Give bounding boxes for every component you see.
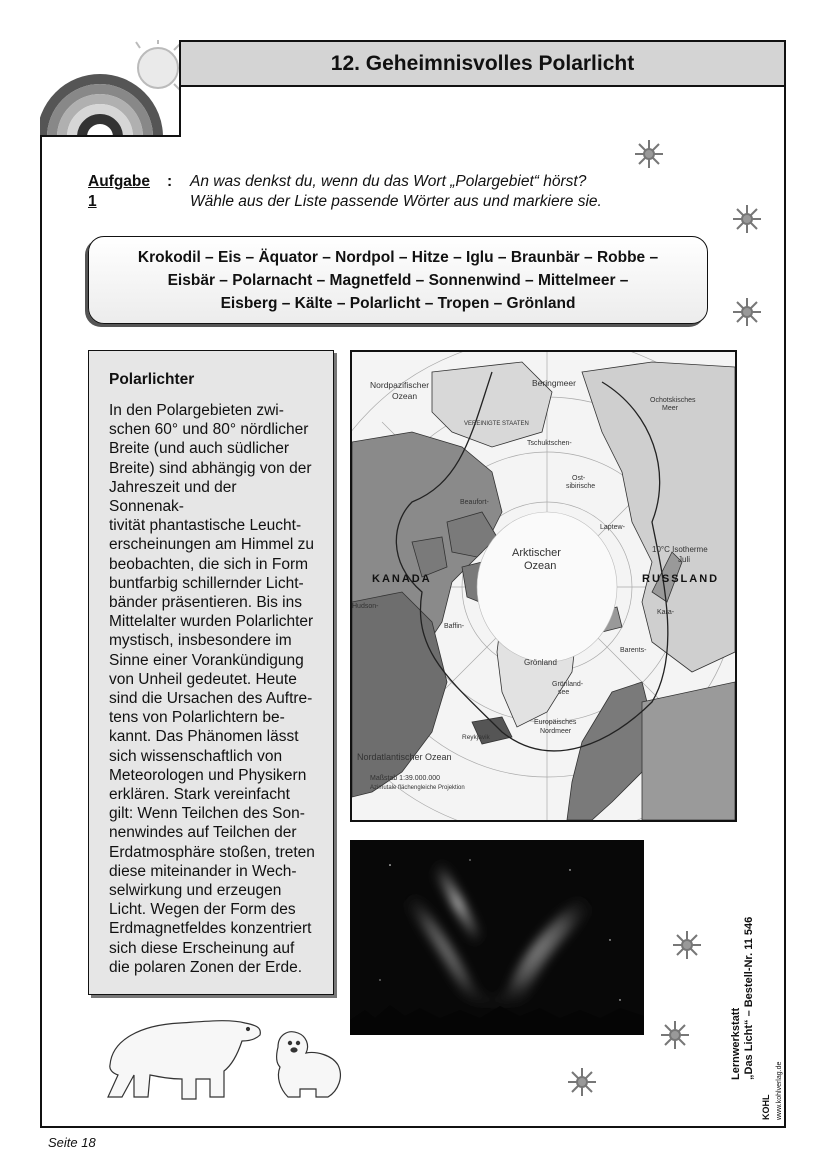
info-line: sich wissenschaftlich von — [109, 747, 283, 765]
map-label-ozean2: Ozean — [524, 560, 557, 572]
map-label-groenland: Grönland — [524, 658, 557, 667]
map-label-kanada: KANADA — [372, 573, 432, 585]
map-label-isotherme: 10°C Isotherme — [652, 545, 708, 554]
page-title — [181, 42, 784, 87]
map-label-ostsib: Ost- — [572, 475, 586, 482]
map-label-meer: Meer — [662, 405, 678, 412]
page-number: Seite 18 — [48, 1135, 96, 1150]
info-line: kannt. Das Phänomen lässt — [109, 728, 299, 746]
info-line: von Unheil gedeutet. Heute — [109, 670, 297, 688]
info-line: Erdatmosphäre stoßen, treten — [109, 843, 315, 861]
word-list-line-1: Krokodil – Eis – Äquator – Nordpol – Hitze – Iglu – Braunbär – Robbe – — [137, 248, 659, 266]
rainbow-sun-icon — [40, 40, 181, 137]
map-label-nordatlantik: Nordatlantischer Ozean — [357, 752, 452, 762]
info-line: sich diese Erscheinung auf — [109, 939, 295, 957]
sidebar-publisher-block — [730, 870, 790, 1120]
arctic-map — [350, 350, 737, 822]
info-line: schen 60° und 80° nördlicher — [109, 421, 309, 439]
info-line: erscheinungen am Himmel zu — [109, 536, 315, 554]
info-box — [88, 350, 334, 995]
map-label-tschuktschen: Tschuktschen- — [527, 440, 572, 447]
map-label-sibirische: sibirische — [566, 483, 596, 490]
map-label-alaska: VEREINIGTE STAATEN — [464, 421, 529, 427]
task-question-line-2: Wähle aus der Liste passende Wörter aus und markiere sie. — [190, 193, 602, 210]
map-label-barents: Barents- — [620, 647, 647, 654]
word-list-box — [88, 236, 708, 324]
info-line: selwirkung und erzeugen — [109, 882, 282, 900]
info-line: gilt: Wenn Teilchen des Son- — [109, 805, 305, 823]
task-question-line-1: An was denkst du, wenn du das Wort „Polargebiet“ hörst? — [190, 173, 587, 190]
snowflake-icon — [730, 202, 764, 236]
info-heading: Polarlichter — [109, 371, 195, 388]
map-label-massstab: Maßstab 1:39.000.000 — [370, 775, 441, 782]
snowflake-icon — [632, 137, 666, 171]
snowflake-icon — [670, 928, 704, 962]
info-line: Licht. Wegen der Form des — [109, 901, 296, 919]
map-label-russland: RUSSLAND — [642, 573, 720, 585]
snowflake-icon — [730, 295, 764, 329]
map-label-europ: Europäisches — [534, 719, 577, 726]
map-label-projektion: Azimutale flächengleiche Projektion — [370, 785, 465, 791]
map-label-juli: Juli — [678, 555, 691, 564]
info-line: tens von Polarlichtern be- — [109, 709, 285, 727]
info-line: Sinne einer Vorankündigung — [109, 651, 304, 669]
info-line: tivität phantastische Leucht- — [109, 517, 302, 535]
map-label-hudson: Hudson- — [352, 603, 379, 610]
word-list-line-2: Eisbär – Polarnacht – Magnetfeld – Sonnenwind – Mittelmeer – — [167, 271, 629, 289]
sidebar-order-number: „Das Licht“ – Bestell-Nr. 11 546 — [743, 916, 755, 1080]
page-title-text: 12. Geheimnisvolles Polarlicht — [330, 51, 635, 75]
info-text — [109, 401, 315, 977]
map-label-baffin: Baffin- — [444, 623, 465, 630]
snowflake-icon — [565, 1065, 599, 1099]
info-line: Meteorologen und Physikern — [109, 766, 307, 784]
map-label-beringmeer: Beringmeer — [532, 378, 576, 388]
task-label: Aufgabe 1 — [88, 173, 150, 210]
map-label-see: see — [558, 689, 570, 696]
info-line: sind die Ursachen des Auftre- — [109, 690, 313, 708]
task-colon: : — [167, 173, 173, 190]
info-line: bänder präsentieren. Bis ins — [109, 594, 303, 612]
map-label-ozean1: Ozean — [392, 391, 418, 401]
map-label-laptew: Laptew- — [600, 524, 625, 531]
info-line: Breite) sind abhängig von der — [109, 459, 312, 477]
map-label-groenlandsee: Grönland- — [552, 681, 584, 688]
map-label-beaufort: Beaufort- — [460, 499, 489, 506]
map-label-nordmeer: Nordmeer — [540, 728, 572, 735]
info-line: nenwindes auf Teilchen der — [109, 824, 297, 842]
map-label-island: Reykjavik — [462, 734, 490, 741]
sidebar-title: Lernwerkstatt — [730, 1007, 742, 1080]
info-line: Jahreszeit und der Sonnenak- — [109, 478, 237, 516]
map-label-karasee: Kara- — [657, 609, 675, 616]
info-line: beobachten, die sich in Form — [109, 555, 309, 573]
info-line: die polaren Zonen der Erde. — [109, 958, 303, 976]
info-line: erklären. Stark vereinfacht — [109, 786, 290, 804]
task-question — [190, 172, 670, 212]
map-label-arktisch: Arktischer — [512, 547, 561, 559]
map-label-ochotsk: Ochotskisches — [650, 397, 696, 404]
word-list-line-3: Eisberg – Kälte – Polarlicht – Tropen – Grönland — [220, 294, 576, 312]
snowflake-icon — [658, 1018, 692, 1052]
polar-bear-icon — [100, 1005, 350, 1105]
info-line: Mittelalter wurden Polarlichter — [109, 613, 314, 631]
info-line: mystisch, insbesondere im — [109, 632, 292, 650]
publisher-url: www.kohlverlag.de — [776, 1061, 783, 1120]
publisher-logo: KOHL — [761, 1094, 771, 1120]
info-line: In den Polargebieten zwi- — [109, 402, 284, 419]
aurora-photo — [350, 840, 644, 1035]
info-line: buntfarbig schillernder Licht- — [109, 574, 304, 592]
map-label-nordpazifik: Nordpazifischer — [370, 380, 430, 390]
info-line: Erdmagnetfeldes konzentriert — [109, 920, 312, 938]
info-line: Breite (und auch südlicher — [109, 440, 290, 458]
info-line: diese miteinander in Wech- — [109, 862, 297, 880]
